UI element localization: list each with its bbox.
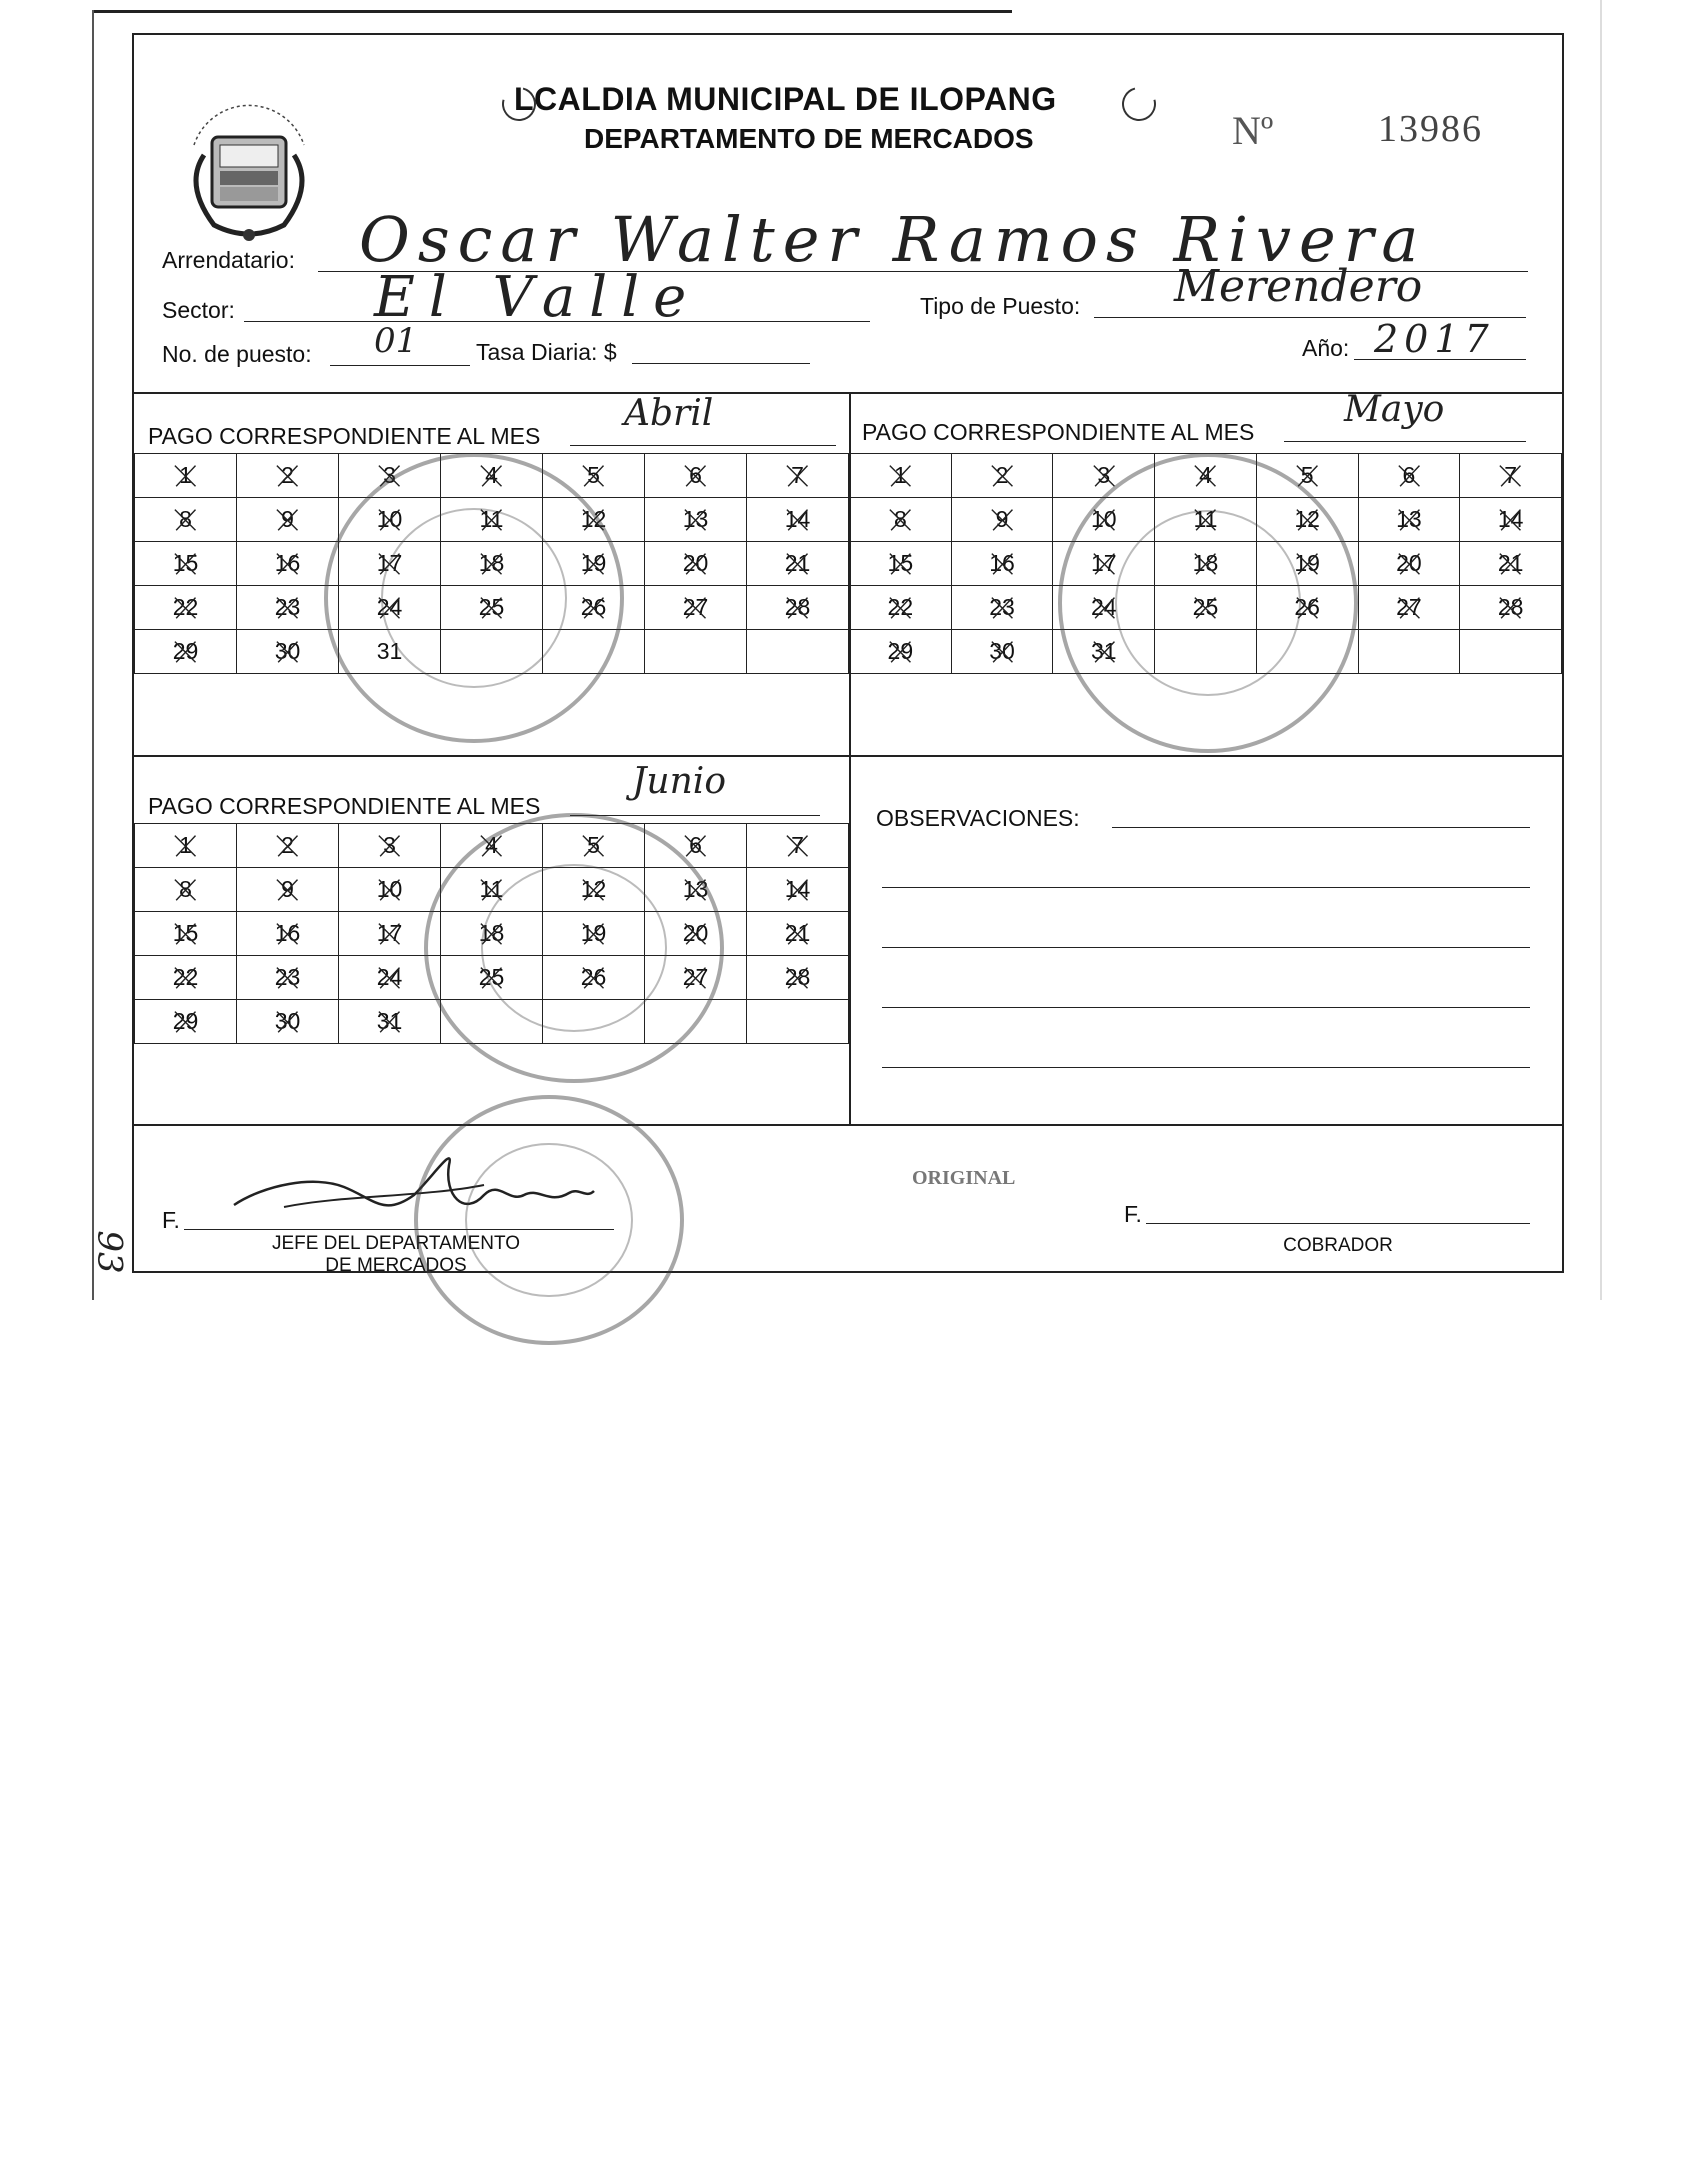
day-cell: 5 bbox=[543, 824, 645, 868]
day-cell: 18 bbox=[441, 542, 543, 586]
day-cell: 23 bbox=[237, 956, 339, 1000]
day-cell: 29 bbox=[135, 1000, 237, 1044]
day-cell: 31 bbox=[339, 1000, 441, 1044]
day-cell: 16 bbox=[951, 542, 1053, 586]
day-cell: 7 bbox=[1460, 454, 1562, 498]
day-cell: 5 bbox=[543, 454, 645, 498]
tipo-puesto-label: Tipo de Puesto: bbox=[920, 293, 1081, 319]
day-cell: 13 bbox=[645, 498, 747, 542]
day-cell: 16 bbox=[237, 912, 339, 956]
empty-cell bbox=[747, 1000, 849, 1044]
day-cell: 1 bbox=[135, 824, 237, 868]
paid-check-mark bbox=[267, 463, 307, 489]
day-cell: 25 bbox=[441, 956, 543, 1000]
observaciones-line bbox=[882, 1067, 1530, 1068]
paid-check-mark bbox=[880, 639, 920, 665]
paid-check-mark bbox=[369, 965, 409, 991]
paid-check-mark bbox=[1490, 463, 1530, 489]
day-cell: 28 bbox=[747, 956, 849, 1000]
paid-check-mark bbox=[777, 833, 817, 859]
month-heading-junio: PAGO CORRESPONDIENTE AL MES bbox=[148, 793, 541, 819]
day-cell: 18 bbox=[1155, 542, 1257, 586]
paid-check-mark bbox=[165, 507, 205, 533]
paid-check-mark bbox=[165, 1009, 205, 1035]
arrendatario-label: Arrendatario: bbox=[162, 247, 295, 273]
day-cell: 15 bbox=[135, 542, 237, 586]
day-cell: 3 bbox=[339, 454, 441, 498]
month-name-junio: Junio bbox=[632, 761, 726, 802]
day-cell: 14 bbox=[747, 868, 849, 912]
day-cell: 27 bbox=[645, 956, 747, 1000]
day-cell: 30 bbox=[951, 630, 1053, 674]
day-cell: 1 bbox=[135, 454, 237, 498]
scan-right-edge bbox=[1600, 0, 1602, 1300]
day-cell: 5 bbox=[1256, 454, 1358, 498]
empty-cell bbox=[747, 630, 849, 674]
jefe-label-line1: JEFE DEL DEPARTAMENTO bbox=[271, 1233, 521, 1254]
day-cell: 29 bbox=[135, 630, 237, 674]
day-cell: 17 bbox=[339, 542, 441, 586]
margin-note: 93 bbox=[89, 1230, 130, 1274]
day-cell: 2 bbox=[237, 454, 339, 498]
paid-check-mark bbox=[369, 1009, 409, 1035]
day-cell: 11 bbox=[1155, 498, 1257, 542]
month-heading-mayo: PAGO CORRESPONDIENTE AL MES bbox=[862, 419, 1255, 445]
paid-check-mark bbox=[267, 833, 307, 859]
day-cell: 9 bbox=[951, 498, 1053, 542]
firma-cobrador-line bbox=[1146, 1223, 1530, 1224]
day-cell: 10 bbox=[1053, 498, 1155, 542]
paid-check-mark bbox=[777, 965, 817, 991]
day-cell: 20 bbox=[1358, 542, 1460, 586]
empty-cell bbox=[1358, 630, 1460, 674]
paid-check-mark bbox=[165, 463, 205, 489]
firma-jefe-prefix: F. bbox=[162, 1207, 180, 1233]
observaciones-line bbox=[882, 1007, 1530, 1008]
original-mark: ORIGINAL bbox=[912, 1167, 1016, 1189]
paid-check-mark bbox=[267, 877, 307, 903]
day-cell: 22 bbox=[135, 586, 237, 630]
day-cell: 21 bbox=[747, 912, 849, 956]
day-cell: 12 bbox=[1256, 498, 1358, 542]
sector-label: Sector: bbox=[162, 297, 235, 323]
month-name-abril: Abril bbox=[624, 393, 714, 434]
page-title: LCALDIA MUNICIPAL DE ILOPANG bbox=[514, 81, 1057, 117]
paid-check-mark bbox=[880, 595, 920, 621]
paid-check-mark bbox=[165, 551, 205, 577]
seal-stamp bbox=[424, 813, 724, 1083]
puesto-label: No. de puesto: bbox=[162, 341, 312, 367]
month-line-mayo bbox=[1284, 441, 1526, 442]
day-cell: 28 bbox=[1460, 586, 1562, 630]
serial-number: 13986 bbox=[1378, 108, 1483, 150]
day-cell: 23 bbox=[951, 586, 1053, 630]
day-cell: 7 bbox=[747, 824, 849, 868]
day-cell: 12 bbox=[543, 868, 645, 912]
day-cell: 21 bbox=[747, 542, 849, 586]
paid-check-mark bbox=[777, 595, 817, 621]
paid-check-mark bbox=[982, 551, 1022, 577]
day-cell: 24 bbox=[339, 956, 441, 1000]
tipo-puesto-value: Merendero bbox=[1174, 261, 1423, 312]
tasa-line bbox=[632, 363, 810, 364]
day-cell: 23 bbox=[237, 586, 339, 630]
scan-left-edge bbox=[92, 10, 94, 1300]
paid-check-mark bbox=[1490, 507, 1530, 533]
month-heading-abril: PAGO CORRESPONDIENTE AL MES bbox=[148, 423, 541, 449]
day-cell: 4 bbox=[441, 454, 543, 498]
paid-check-mark bbox=[267, 507, 307, 533]
paid-check-mark bbox=[777, 921, 817, 947]
tasa-label: Tasa Diaria: $ bbox=[476, 339, 617, 365]
firma-cobrador-prefix: F. bbox=[1124, 1201, 1142, 1227]
paid-check-mark bbox=[267, 551, 307, 577]
seal-stamp bbox=[414, 1095, 684, 1345]
paid-check-mark bbox=[1490, 551, 1530, 577]
empty-cell bbox=[1460, 630, 1562, 674]
municipal-seal-logo bbox=[174, 75, 324, 255]
day-cell: 15 bbox=[850, 542, 952, 586]
day-cell: 3 bbox=[339, 824, 441, 868]
paid-check-mark bbox=[267, 921, 307, 947]
payment-card bbox=[132, 33, 1564, 1276]
day-cell: 17 bbox=[339, 912, 441, 956]
day-cell: 13 bbox=[1358, 498, 1460, 542]
empty-cell bbox=[645, 630, 747, 674]
paid-check-mark bbox=[1389, 507, 1429, 533]
paid-check-mark bbox=[165, 833, 205, 859]
day-cell: 17 bbox=[1053, 542, 1155, 586]
punch-hole-right bbox=[1116, 81, 1162, 127]
day-cell: 28 bbox=[747, 586, 849, 630]
paid-check-mark bbox=[982, 595, 1022, 621]
day-cell: 4 bbox=[441, 824, 543, 868]
paid-check-mark bbox=[165, 595, 205, 621]
paid-check-mark bbox=[675, 463, 715, 489]
day-cell: 2 bbox=[951, 454, 1053, 498]
page-subtitle: DEPARTAMENTO DE MERCADOS bbox=[584, 123, 1034, 154]
cobrador-label: COBRADOR bbox=[1283, 1235, 1393, 1256]
paid-check-mark bbox=[777, 507, 817, 533]
day-cell: 10 bbox=[339, 868, 441, 912]
paid-check-mark bbox=[880, 507, 920, 533]
day-cell: 7 bbox=[747, 454, 849, 498]
day-cell: 8 bbox=[135, 498, 237, 542]
day-cell: 11 bbox=[441, 868, 543, 912]
day-cell: 18 bbox=[441, 912, 543, 956]
paid-check-mark bbox=[165, 921, 205, 947]
observaciones-line bbox=[1112, 827, 1530, 828]
observaciones-line bbox=[882, 887, 1530, 888]
paid-check-mark bbox=[777, 877, 817, 903]
divider-middle bbox=[134, 755, 1562, 757]
paid-check-mark bbox=[267, 595, 307, 621]
day-cell: 20 bbox=[645, 542, 747, 586]
paid-check-mark bbox=[675, 507, 715, 533]
day-cell: 30 bbox=[237, 630, 339, 674]
day-cell: 14 bbox=[1460, 498, 1562, 542]
day-cell: 30 bbox=[237, 1000, 339, 1044]
day-cell: 19 bbox=[543, 912, 645, 956]
day-cell: 27 bbox=[1358, 586, 1460, 630]
scan-top-edge bbox=[92, 10, 1012, 13]
paid-check-mark bbox=[1389, 551, 1429, 577]
day-cell: 12 bbox=[543, 498, 645, 542]
paid-check-mark bbox=[982, 639, 1022, 665]
paid-check-mark bbox=[1490, 595, 1530, 621]
number-label: Nº bbox=[1232, 108, 1274, 153]
day-cell: 1 bbox=[850, 454, 952, 498]
day-cell: 4 bbox=[1155, 454, 1257, 498]
day-cell: 14 bbox=[747, 498, 849, 542]
anio-value: 2017 bbox=[1374, 317, 1495, 361]
paid-check-mark bbox=[1389, 595, 1429, 621]
paid-check-mark bbox=[880, 551, 920, 577]
paid-check-mark bbox=[165, 639, 205, 665]
day-cell: 2 bbox=[237, 824, 339, 868]
paid-check-mark bbox=[369, 921, 409, 947]
day-cell: 27 bbox=[645, 586, 747, 630]
day-cell: 20 bbox=[645, 912, 747, 956]
paid-check-mark bbox=[1389, 463, 1429, 489]
day-cell: 24 bbox=[1053, 586, 1155, 630]
paid-check-mark bbox=[267, 639, 307, 665]
day-cell: 9 bbox=[237, 868, 339, 912]
anio-label: Año: bbox=[1302, 335, 1350, 361]
day-cell: 26 bbox=[1256, 586, 1358, 630]
day-cell: 16 bbox=[237, 542, 339, 586]
paid-check-mark bbox=[573, 463, 613, 489]
day-cell: 26 bbox=[543, 956, 645, 1000]
day-cell: 6 bbox=[1358, 454, 1460, 498]
day-cell: 21 bbox=[1460, 542, 1562, 586]
month-name-mayo: Mayo bbox=[1344, 389, 1445, 430]
day-cell: 6 bbox=[645, 454, 747, 498]
day-cell: 19 bbox=[1256, 542, 1358, 586]
paid-check-mark bbox=[369, 833, 409, 859]
puesto-line bbox=[330, 365, 470, 366]
day-cell: 26 bbox=[543, 586, 645, 630]
seal-stamp bbox=[1058, 453, 1358, 753]
paid-check-mark bbox=[165, 877, 205, 903]
day-cell: 22 bbox=[850, 586, 952, 630]
day-cell: 9 bbox=[237, 498, 339, 542]
paid-check-mark bbox=[777, 551, 817, 577]
paid-check-mark bbox=[675, 551, 715, 577]
seal-stamp bbox=[324, 453, 624, 743]
paid-check-mark bbox=[369, 877, 409, 903]
day-cell: 31 bbox=[339, 630, 441, 674]
month-line-abril bbox=[570, 445, 836, 446]
paid-check-mark bbox=[267, 965, 307, 991]
observaciones-line bbox=[882, 947, 1530, 948]
day-cell: 8 bbox=[135, 868, 237, 912]
paid-check-mark bbox=[777, 463, 817, 489]
day-cell: 29 bbox=[850, 630, 952, 674]
day-cell: 25 bbox=[1155, 586, 1257, 630]
paid-check-mark bbox=[675, 595, 715, 621]
day-cell: 13 bbox=[645, 868, 747, 912]
day-cell: 11 bbox=[441, 498, 543, 542]
arrendatario-value: Oscar Walter Ramos Rivera bbox=[359, 203, 1427, 276]
day-cell: 6 bbox=[645, 824, 747, 868]
jefe-label-line2: DE MERCADOS bbox=[325, 1255, 467, 1276]
day-cell: 3 bbox=[1053, 454, 1155, 498]
day-cell: 8 bbox=[850, 498, 952, 542]
day-cell: 24 bbox=[339, 586, 441, 630]
day-cell: 10 bbox=[339, 498, 441, 542]
paid-check-mark bbox=[165, 965, 205, 991]
day-cell: 31 bbox=[1053, 630, 1155, 674]
paid-check-mark bbox=[880, 463, 920, 489]
day-cell: 25 bbox=[441, 586, 543, 630]
day-cell: 22 bbox=[135, 956, 237, 1000]
paid-check-mark bbox=[267, 1009, 307, 1035]
paid-check-mark bbox=[982, 463, 1022, 489]
paid-check-mark bbox=[982, 507, 1022, 533]
sector-value: El Valle bbox=[374, 265, 701, 330]
observaciones-label: OBSERVACIONES: bbox=[876, 805, 1080, 831]
puesto-value: 01 bbox=[374, 321, 418, 361]
day-cell: 19 bbox=[543, 542, 645, 586]
day-cell: 15 bbox=[135, 912, 237, 956]
